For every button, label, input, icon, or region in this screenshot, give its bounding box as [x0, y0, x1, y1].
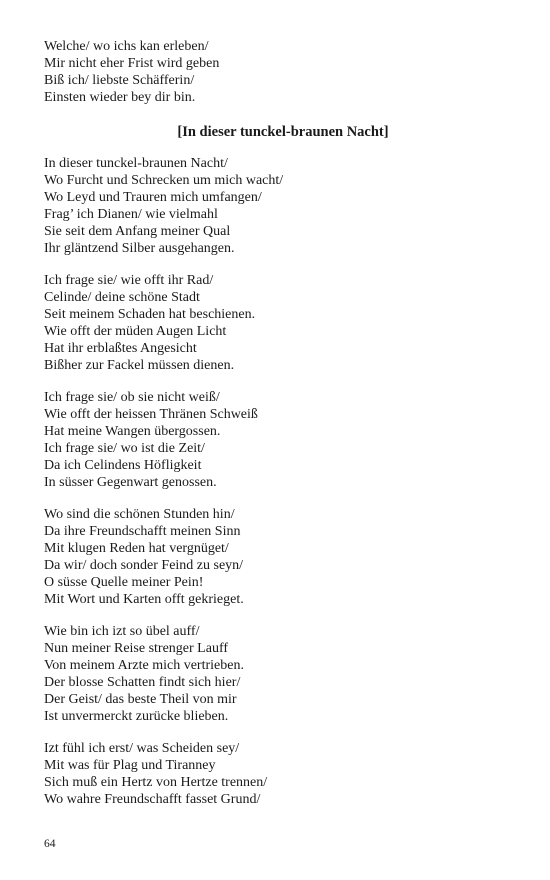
- stanza-4: [44, 506, 514, 608]
- stanza-3: [44, 389, 514, 491]
- verse-line: Nun meiner Reise strenger Lauff: [44, 641, 229, 656]
- verse-line: Da wir/ doch sonder Feind zu seyn/: [44, 558, 244, 573]
- verse-line: Der Geist/ das beste Theil von mir: [44, 692, 237, 707]
- verse-line: Da ich Celindens Höfligkeit: [44, 458, 202, 473]
- verse-line: Izt fühl ich erst/ was Scheiden sey/: [44, 741, 240, 756]
- stanza-6: [44, 740, 514, 808]
- verse-line: Bißher zur Fackel müssen dienen.: [44, 358, 235, 373]
- page-content: [44, 38, 514, 808]
- verse-line: Ich frage sie/ wie offt ihr Rad/: [44, 273, 214, 288]
- verse-line: Hat ihr erblaßtes Angesicht: [44, 341, 197, 356]
- verse-line: Mir nicht eher Frist wird geben: [44, 56, 220, 71]
- verse-line: Frag’ ich Dianen/ wie vielmahl: [44, 207, 218, 222]
- verse-line: Wo Furcht und Schrecken um mich wacht/: [44, 173, 284, 188]
- verse-line: Hat meine Wangen übergossen.: [44, 424, 221, 439]
- verse-line: Mit Wort und Karten offt gekrieget.: [44, 592, 244, 607]
- verse-line: Welche/ wo ichs kan erleben/: [44, 39, 209, 54]
- verse-line: Mit klugen Reden hat vergnüget/: [44, 541, 229, 556]
- verse-line: Ihr gläntzend Silber ausgehangen.: [44, 241, 235, 256]
- verse-line: Biß ich/ liebste Schäfferin/: [44, 73, 195, 88]
- verse-line: O süsse Quelle meiner Pein!: [44, 575, 204, 590]
- page-number: 64: [44, 838, 56, 850]
- verse-line: Sich muß ein Hertz von Hertze trennen/: [44, 775, 268, 790]
- stanza-1: [44, 155, 514, 257]
- verse-line: Von meinem Arzte mich vertrieben.: [44, 658, 244, 673]
- verse-line: Einsten wieder bey dir bin.: [44, 90, 196, 105]
- verse-line: Sie seit dem Anfang meiner Qual: [44, 224, 231, 239]
- intro-stanza: [44, 38, 514, 106]
- verse-line: Wie offt der heissen Thränen Schweiß: [44, 407, 258, 422]
- verse-line: Wie offt der müden Augen Licht: [44, 324, 227, 339]
- verse-line: Ist unvermerckt zurücke blieben.: [44, 709, 229, 724]
- verse-line: Celinde/ deine schöne Stadt: [44, 290, 200, 305]
- verse-line: Wo Leyd und Trauren mich umfangen/: [44, 190, 262, 205]
- verse-line: In dieser tunckel-braunen Nacht/: [44, 156, 228, 171]
- stanza-5: [44, 623, 514, 725]
- verse-line: Der blosse Schatten findt sich hier/: [44, 675, 241, 690]
- verse-line: Seit meinem Schaden hat beschienen.: [44, 307, 256, 322]
- verse-line: Wie bin ich izt so übel auff/: [44, 624, 200, 639]
- verse-line: Ich frage sie/ wo ist die Zeit/: [44, 441, 205, 456]
- poem-title: [In dieser tunckel-braunen Nacht]: [177, 124, 389, 140]
- verse-line: In süsser Gegenwart genossen.: [44, 475, 217, 490]
- verse-line: Ich frage sie/ ob sie nicht weiß/: [44, 390, 220, 405]
- verse-line: Da ihre Freundschafft meinen Sinn: [44, 524, 241, 539]
- verse-line: Wo sind die schönen Stunden hin/: [44, 507, 235, 522]
- stanza-2: [44, 272, 514, 374]
- verse-line: Wo wahre Freundschafft fasset Grund/: [44, 792, 261, 807]
- verse-line: Mit was für Plag und Tiranney: [44, 758, 216, 773]
